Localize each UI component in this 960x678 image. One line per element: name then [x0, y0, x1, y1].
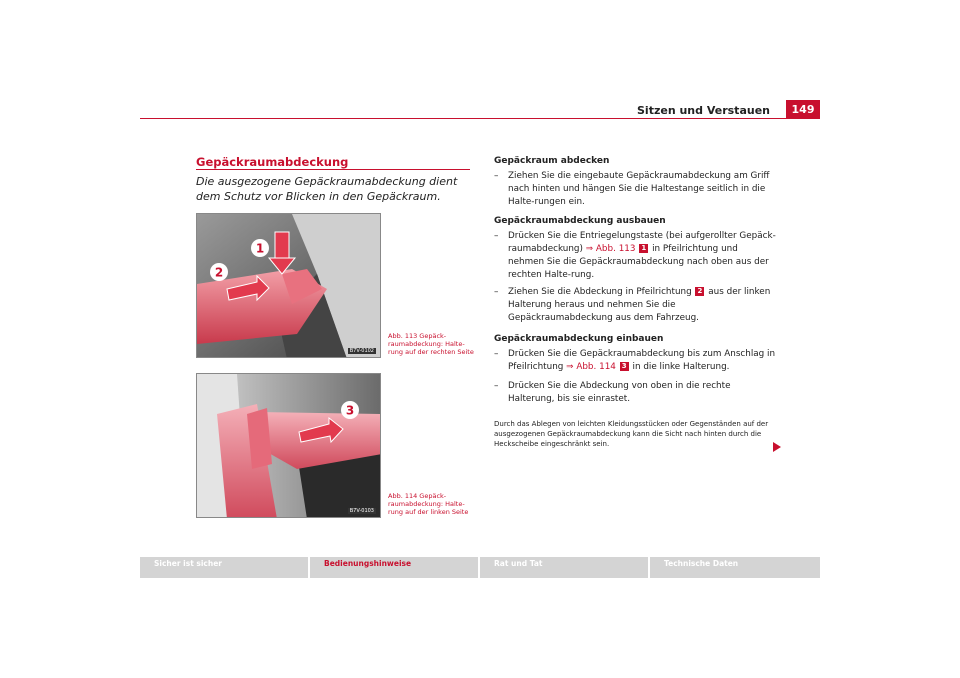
list-dash: –: [494, 231, 499, 241]
figure-114-marker-3: 3: [345, 403, 355, 418]
page-number: 149: [786, 100, 820, 119]
step-text: Drücken Sie die Gepäckraumabdeckung bis zum Anschlag in Pfeilrichtung: [508, 349, 776, 372]
marker-badge-1: 1: [639, 244, 648, 253]
note-visibility: Durch das Ablegen von leichten Kleidungsstücken oder Gegenständen auf der ausgezogenen Gepäckraumabdeckung kann die Sicht nach hinten durch die Heckscheibe eingeschränkt sein.: [494, 420, 769, 448]
step-text: Ziehen Sie die Abdeckung in Pfeilrichtung: [508, 287, 692, 297]
step-text: in Pfeilrichtung und nehmen Sie die Gepäckraumabdeckung nach oben aus der rechten Halte-rung.: [508, 244, 769, 280]
figure-114-photo: [196, 373, 381, 518]
footer-tab-sicher[interactable]: Sicher ist sicher: [140, 557, 308, 578]
step-press-right: [494, 380, 776, 406]
figure-ref-114[interactable]: ⇒ Abb. 114: [566, 362, 616, 372]
figure-113-caption: Abb. 113 Gepäck-raumabdeckung: Halte-rung auf der rechten Seite: [388, 332, 474, 356]
step-text: aus der linken Halterung heraus und nehmen Sie die Gepäckraumabdeckung aus dem Fahrzeug.: [508, 287, 771, 323]
marker-badge-3: 3: [620, 362, 629, 371]
figure-113-photo: [196, 213, 381, 358]
running-header-title: Sitzen und Verstauen: [637, 104, 770, 117]
figure-114-code: B7V-0103: [349, 508, 374, 514]
step-push-left: [494, 348, 776, 374]
step-text: Ziehen Sie die eingebaute Gepäckraumabdeckung am Griff nach hinten und hängen Sie die Haltestange seitlich in die Halte-rungen ein.: [508, 171, 770, 207]
figure-114-illustration: [197, 374, 381, 518]
figure-114-caption: Abb. 114 Gepäck-raumabdeckung: Halte-rung auf der linken Seite: [388, 492, 469, 516]
footer-nav: [140, 557, 820, 578]
figure-113-code: B7V-0102: [349, 348, 374, 354]
step-text: Drücken Sie die Abdeckung von oben in die rechte Halterung, bis sie einrastet.: [508, 381, 731, 404]
list-dash: –: [494, 287, 499, 297]
marker-badge-2: 2: [695, 287, 704, 296]
footer-tab-technik[interactable]: Technische Daten: [650, 557, 820, 578]
heading-install: Gepäckraumabdeckung einbauen: [494, 334, 664, 344]
step-text: Drücken Sie die Entriegelungstaste (bei aufgerollter Gepäck-raumabdeckung): [508, 231, 776, 254]
step-pull-cover: [494, 170, 776, 209]
section-title: Gepäckraumabdeckung: [196, 155, 349, 169]
step-press-release: [494, 230, 776, 282]
step-text: in die linke Halterung.: [632, 362, 730, 372]
section-rule: [196, 169, 470, 170]
figure-113-illustration: [197, 214, 381, 358]
list-dash: –: [494, 349, 499, 359]
heading-remove: Gepäckraumabdeckung ausbauen: [494, 216, 666, 226]
continue-arrow-icon: [773, 442, 781, 452]
footer-tab-bedienung[interactable]: Bedienungshinweise: [310, 557, 478, 578]
header-rule: [140, 118, 820, 119]
figure-113-marker-2: 2: [214, 265, 224, 280]
figure-ref-113[interactable]: ⇒ Abb. 113: [585, 244, 636, 254]
footer-tab-rat[interactable]: Rat und Tat: [480, 557, 648, 578]
section-intro: Die ausgezogene Gepäckraumabdeckung dient dem Schutz vor Blicken in den Gepäckraum.: [196, 175, 458, 203]
heading-cover: Gepäckraum abdecken: [494, 156, 610, 166]
step-pull-left: [494, 286, 776, 325]
figure-113-marker-1: 1: [255, 241, 265, 256]
list-dash: –: [494, 381, 499, 391]
list-dash: –: [494, 171, 499, 181]
